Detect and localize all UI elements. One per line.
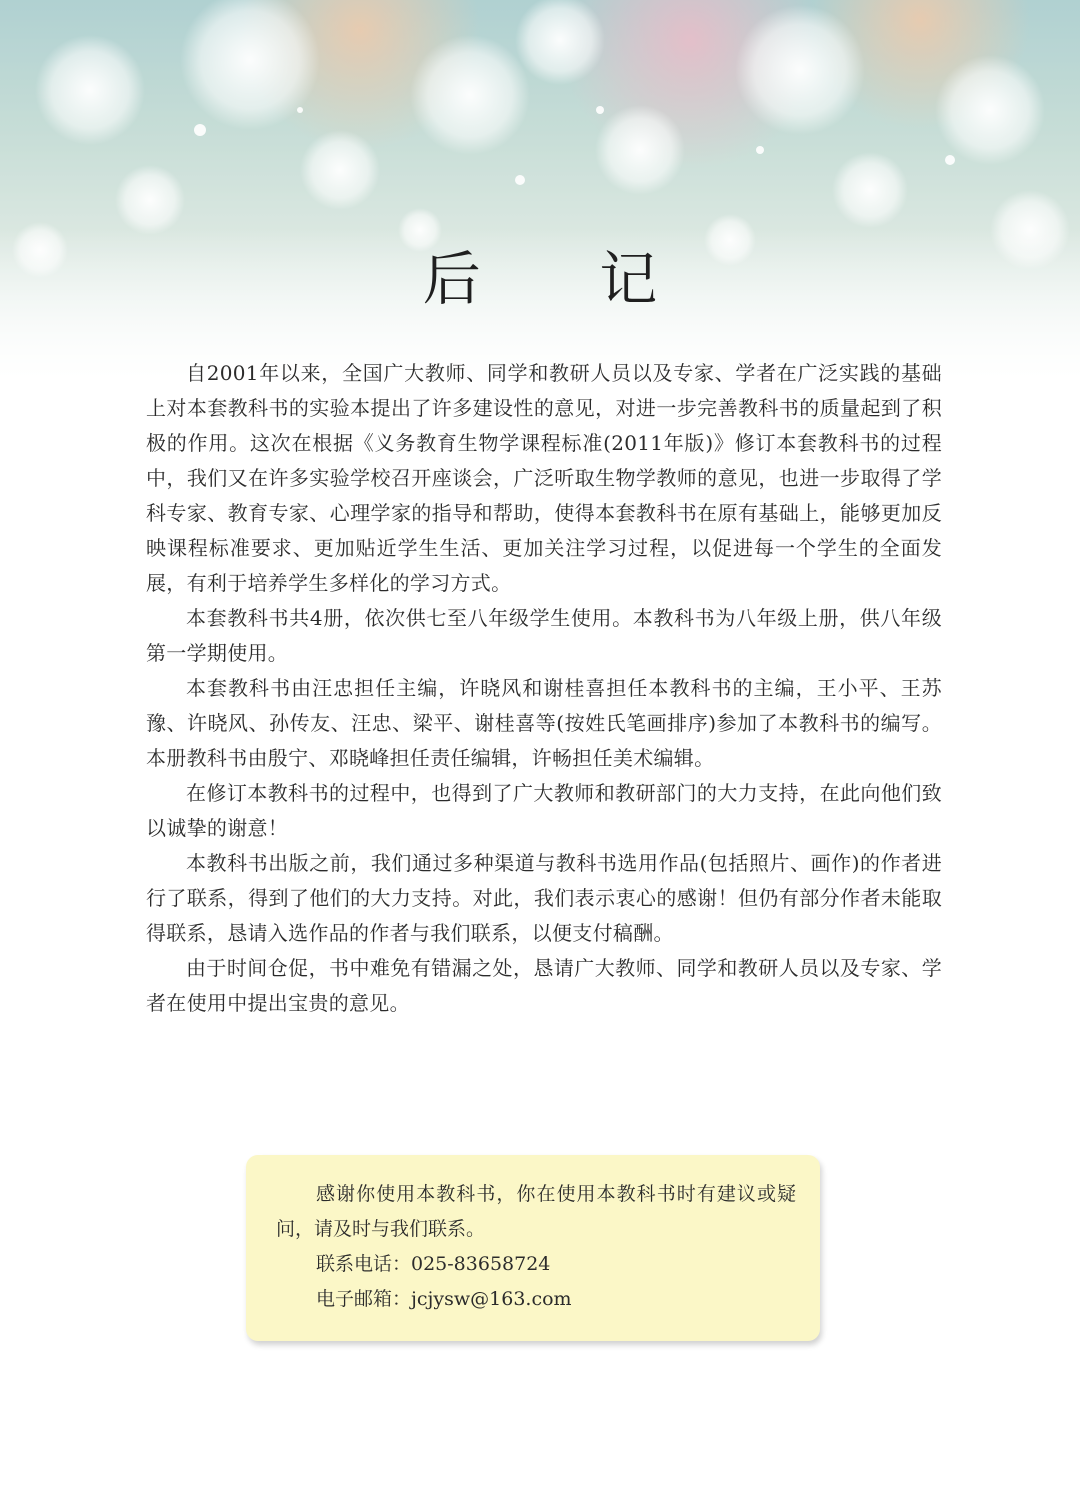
paragraph: 本教科书出版之前，我们通过多种渠道与教科书选用作品(包括照片、画作)的作者进行了联系，得到了他们的大力支持。对此，我们表示衷心的感谢！但仍有部分作者未能取得联系，恳请入选作品的作者与我们联系，以便支付稿酬。 [146, 851, 942, 945]
page-title: 后 记 [422, 245, 708, 313]
paragraph: 由于时间仓促，书中难免有错漏之处，恳请广大教师、同学和教研人员以及专家、学者在使用中提出宝贵的意见。 [146, 956, 942, 1015]
paragraph: 本套教科书由汪忠担任主编，许晓风和谢桂喜担任本教科书的主编，王小平、王苏豫、许晓风、孙传友、汪忠、梁平、谢桂喜等(按姓氏笔画排序)参加了本教科书的编写。本册教科书由殷宁、邓晓峰担任责任编辑，许畅担任美术编辑。 [146, 676, 942, 770]
afterword-body [146, 356, 942, 1021]
note-message: 感谢你使用本教科书，你在使用本教科书时有建议或疑问，请及时与我们联系。 [276, 1183, 796, 1240]
paragraph: 在修订本教科书的过程中，也得到了广大教师和教研部门的大力支持，在此向他们致以诚挚的谢意！ [146, 781, 942, 840]
bokeh-decoration [0, 0, 1080, 380]
contact-phone: 联系电话：025-83658724 [316, 1253, 551, 1275]
contact-email: 电子邮箱：jcjysw@163.com [316, 1288, 572, 1310]
bokeh-banner [0, 0, 1080, 380]
contact-note-content [276, 1177, 796, 1317]
contact-note-box [246, 1155, 820, 1341]
paragraph: 自2001年以来，全国广大教师、同学和教研人员以及专家、学者在广泛实践的基础上对本套教科书的实验本提出了许多建设性的意见，对进一步完善教科书的质量起到了积极的作用。这次在根据《义务教育生物学课程标准(2011年版)》修订本套教科书的过程中，我们又在许多实验学校召开座谈会，广泛听取生物学教师的意见，也进一步取得了学科专家、教育专家、心理学家的指导和帮助，使得本套教科书在原有基础上，能够更加反映课程标准要求、更加贴近学生生活、更加关注学习过程，以促进每一个学生的全面发展，有利于培养学生多样化的学习方式。 [146, 361, 942, 595]
paragraph: 本套教科书共4册，依次供七至八年级学生使用。本教科书为八年级上册，供八年级第一学期使用。 [146, 606, 942, 665]
